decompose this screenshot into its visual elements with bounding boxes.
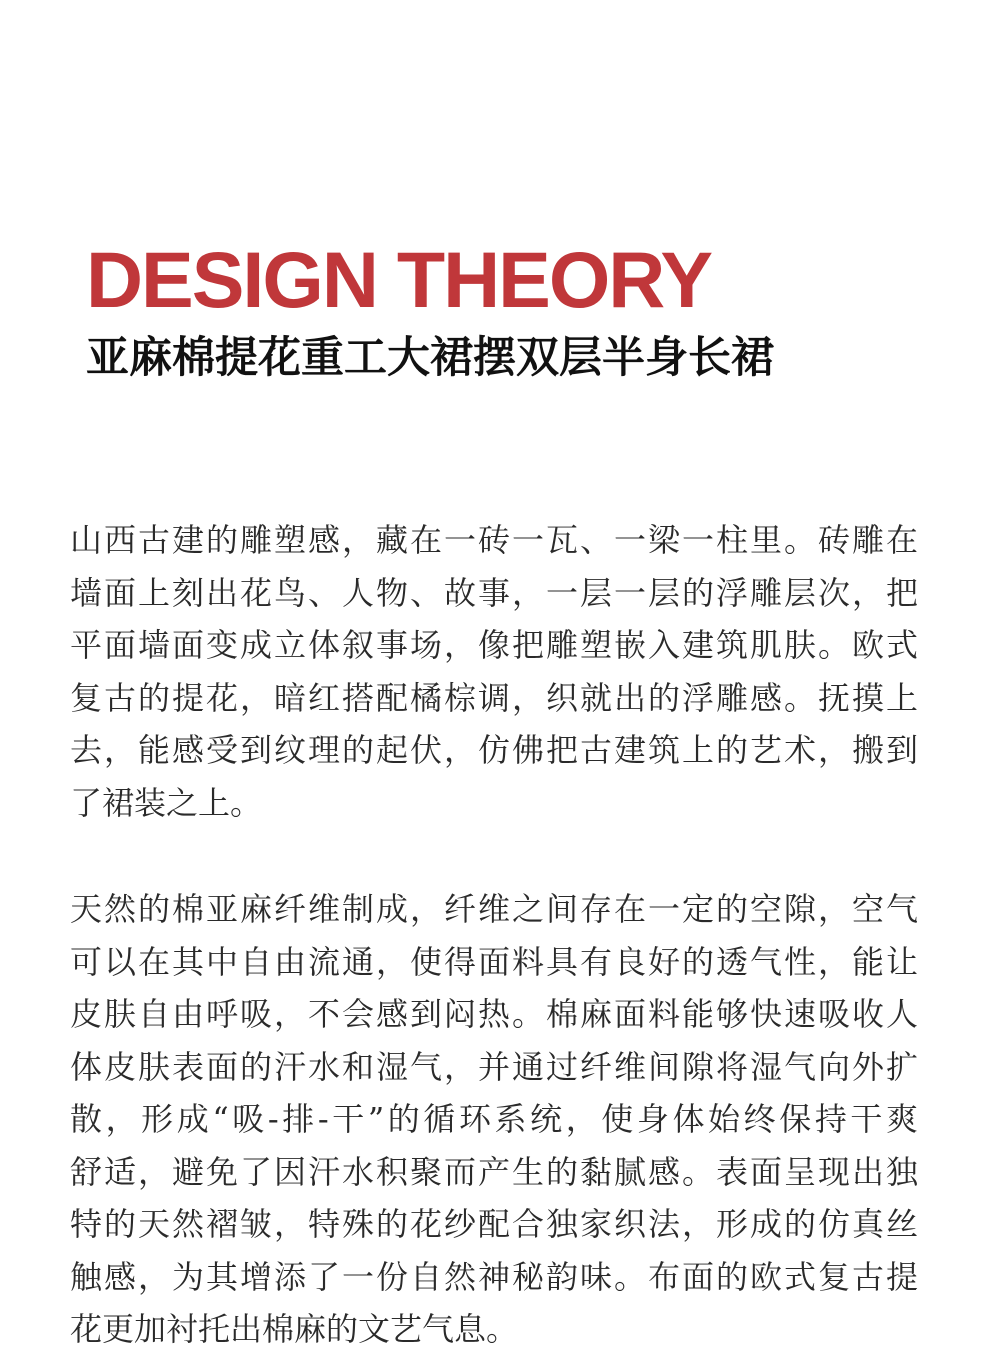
paragraph-line: 散，形成“吸-排-干”的循环系统，使身体始终保持干爽 [70,1100,918,1138]
paragraph-line: 去，能感受到纹理的起伏，仿佛把古建筑上的艺术，搬到 [70,731,918,769]
paragraph-line: 山西古建的雕塑感，藏在一砖一瓦、一梁一柱里。砖雕在 [70,521,918,559]
paragraph-line: 触感，为其增添了一份自然神秘韵味。布面的欧式复古提 [70,1257,918,1296]
paragraph-line: 花更加衬托出棉麻的文艺气息。 [70,1310,519,1348]
paragraph-line: 平面墙面变成立体叙事场，像把雕塑嵌入建筑肌肤。欧式 [70,626,918,664]
paragraph-line: 体皮肤表面的汗水和湿气，并通过纤维间隙将湿气向外扩 [70,1047,918,1086]
paragraph-line: 皮肤自由呼吸，不会感到闷热。棉麻面料能够快速吸收人 [70,995,918,1033]
paragraph-line: 复古的提花，暗红搭配橘棕调，织就出的浮雕感。抚摸上 [70,678,918,717]
paragraph-line: 可以在其中自由流通，使得面料具有良好的透气性，能让 [70,942,918,981]
title-english: DESIGN THEORY [86,235,712,324]
paragraph-line: 天然的棉亚麻纤维制成，纤维之间存在一定的空隙，空气 [70,890,918,928]
title-chinese: 亚麻棉提花重工大裙摆双层半身长裙 [86,333,774,383]
paragraph-architecture [70,514,930,829]
paragraph-line: 特的天然褶皱，特殊的花纱配合独家织法，形成的仿真丝 [70,1205,918,1243]
paragraph-line: 舒适，避免了因汗水积聚而产生的黏腻感。表面呈现出独 [70,1152,918,1191]
paragraph-line: 墙面上刻出花鸟、人物、故事，一层一层的浮雕层次，把 [70,573,918,612]
paragraph-line: 了裙装之上。 [70,783,263,822]
paragraph-fabric [70,883,930,1356]
